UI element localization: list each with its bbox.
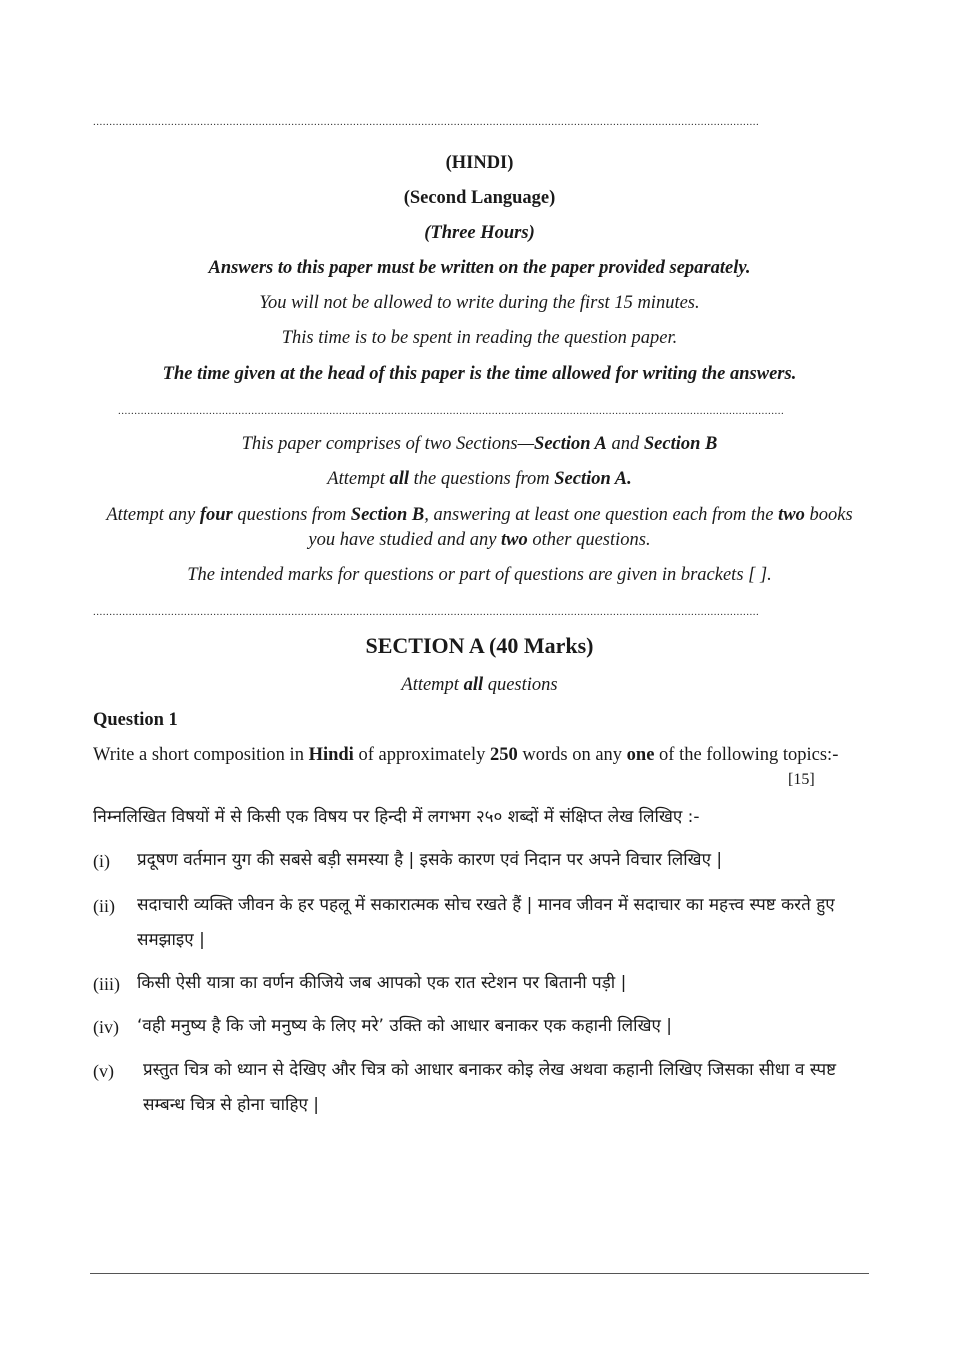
text-fragment: Attempt any bbox=[106, 505, 200, 525]
item-number: (iii) bbox=[93, 974, 120, 994]
text-fragment: the questions from bbox=[409, 469, 555, 489]
topic-item: प्रदूषण वर्तमान युग की सबसे बड़ी समस्या है | इसके कारण एवं निदान पर अपने विचार लिखिए | bbox=[137, 850, 723, 870]
dotted-separator-bottom: ............................................................................................................................................................................................................. bbox=[93, 606, 760, 618]
text-fragment-bold: Section A. bbox=[554, 469, 632, 489]
instruction-reading-time: This time is to be spent in reading the question paper. bbox=[281, 328, 678, 348]
text-fragment-bold: Section A bbox=[534, 434, 607, 454]
paper-info-sections bbox=[80, 432, 879, 456]
text-fragment-bold: two bbox=[778, 505, 805, 525]
paper-info-section-b bbox=[100, 503, 859, 553]
paper-info-section-a bbox=[80, 467, 879, 491]
instruction-answers: Answers to this paper must be written on the paper provided separately. bbox=[208, 258, 751, 278]
question-1-hindi-prompt: निम्नलिखित विषयों में से किसी एक विषय पर हिन्दी में लगभग २५० शब्दों में संक्षिप्त लेख लिखिए :- bbox=[93, 807, 700, 827]
text-fragment: This paper comprises of two Sections— bbox=[241, 434, 535, 454]
topic-item: ‘वही मनुष्य है कि जो मनुष्य के लिए मरे’ उक्ति को आधार बनाकर एक कहानी लिखिए | bbox=[137, 1016, 673, 1036]
text-fragment: other questions. bbox=[527, 530, 651, 550]
duration-label: (Three Hours) bbox=[424, 223, 535, 243]
topic-item: सदाचारी व्यक्ति जीवन के हर पहलू में सकारात्मक सोच रखते हैं | मानव जीवन में सदाचार का महत्त्व स्पष्ट करते हुए समझाइए | bbox=[137, 895, 835, 950]
item-number: (ii) bbox=[93, 896, 115, 916]
footer-rule bbox=[90, 1273, 869, 1274]
text-fragment-bold: four bbox=[199, 505, 233, 525]
dotted-separator-top: ............................................................................................................................................................................................................. bbox=[93, 116, 760, 128]
text-fragment-bold: Section B bbox=[643, 434, 718, 454]
text-fragment-bold: all bbox=[463, 675, 484, 695]
item-number: (v) bbox=[93, 1061, 114, 1081]
text-fragment: words on any bbox=[517, 745, 627, 765]
text-fragment: questions from bbox=[232, 505, 351, 525]
question-1-label: Question 1 bbox=[93, 710, 178, 730]
section-a-title: SECTION A (40 Marks) bbox=[365, 633, 594, 658]
text-fragment: books you have studied and any bbox=[308, 505, 853, 550]
text-fragment-bold: Hindi bbox=[308, 745, 354, 765]
item-number: (i) bbox=[93, 851, 110, 871]
topic-item: प्रस्तुत चित्र को ध्यान से देखिए और चित्र को आधार बनाकर कोइ लेख अथवा कहानी लिखिए जिसका सीधा व स्पष्ट सम्बन्ध चित्र से होना चाहिए | bbox=[143, 1060, 837, 1115]
dotted-separator-middle: ............................................................................................................................................................................................................. bbox=[118, 405, 785, 417]
text-fragment: of the following topics:- bbox=[654, 745, 839, 765]
question-1-prompt bbox=[93, 743, 838, 767]
text-fragment: , answering at least one question each from the bbox=[424, 505, 779, 525]
item-number: (iv) bbox=[93, 1017, 119, 1037]
instruction-first-15-minutes: You will not be allowed to write during the first 15 minutes. bbox=[259, 293, 700, 313]
language-label: (Second Language) bbox=[403, 188, 556, 208]
text-fragment: Write a short composition in bbox=[93, 745, 309, 765]
paper-info-marks-note: The intended marks for questions or part of questions are given in brackets [ ]. bbox=[187, 565, 772, 585]
text-fragment: Attempt bbox=[401, 675, 464, 695]
text-fragment-bold: one bbox=[626, 745, 655, 765]
text-fragment: questions bbox=[483, 675, 558, 695]
section-a-subtitle bbox=[80, 673, 879, 697]
question-1-marks: [15] bbox=[788, 771, 815, 788]
text-fragment-bold: two bbox=[501, 530, 528, 550]
text-fragment: of approximately bbox=[353, 745, 490, 765]
topic-item: किसी ऐसी यात्रा का वर्णन कीजिये जब आपको एक रात स्टेशन पर बितानी पड़ी | bbox=[137, 973, 627, 993]
text-fragment: and bbox=[606, 434, 644, 454]
text-fragment-bold: 250 bbox=[489, 745, 518, 765]
text-fragment-bold: all bbox=[389, 469, 409, 489]
text-fragment-bold: Section B bbox=[350, 505, 425, 525]
text-fragment: Attempt bbox=[327, 469, 390, 489]
instruction-writing-time: The time given at the head of this paper is the time allowed for writing the answers. bbox=[162, 364, 797, 384]
subject-title: (HINDI) bbox=[445, 153, 514, 173]
